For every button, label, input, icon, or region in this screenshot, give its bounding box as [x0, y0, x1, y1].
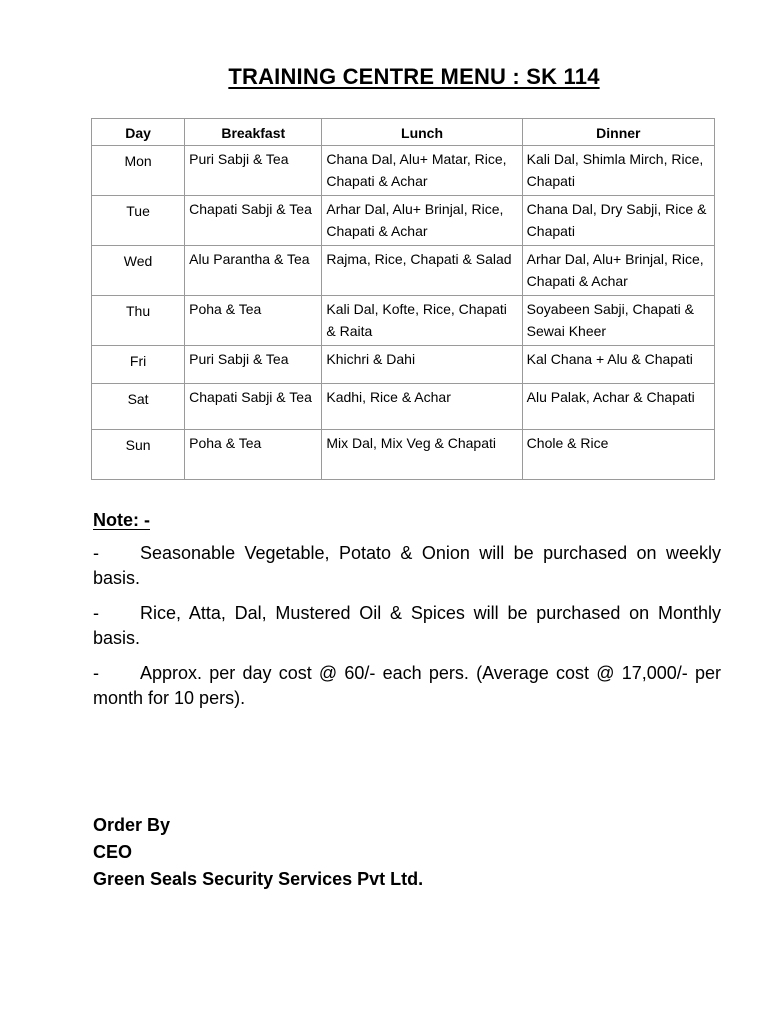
table-row — [92, 296, 715, 346]
note-dash: - — [93, 663, 99, 683]
header-lunch: Lunch — [322, 119, 522, 146]
dinner-cell: Kali Dal, Shimla Mirch, Rice, Chapati — [522, 146, 714, 196]
breakfast-cell: Poha & Tea — [185, 430, 322, 480]
day-cell: Mon — [92, 146, 185, 196]
menu-table — [91, 118, 715, 480]
lunch-cell: Rajma, Rice, Chapati & Salad — [322, 246, 522, 296]
day-cell: Tue — [92, 196, 185, 246]
header-dinner: Dinner — [522, 119, 714, 146]
breakfast-cell: Alu Parantha & Tea — [185, 246, 322, 296]
table-row — [92, 146, 715, 196]
dinner-cell: Chana Dal, Dry Sabji, Rice & Chapati — [522, 196, 714, 246]
day-cell: Fri — [92, 346, 185, 384]
lunch-cell: Kali Dal, Kofte, Rice, Chapati & Raita — [322, 296, 522, 346]
note-dash: - — [93, 543, 99, 563]
note-item — [93, 601, 721, 651]
order-company: Green Seals Security Services Pvt Ltd. — [93, 869, 424, 889]
header-breakfast: Breakfast — [185, 119, 322, 146]
dinner-cell: Alu Palak, Achar & Chapati — [522, 384, 714, 430]
lunch-cell: Arhar Dal, Alu+ Brinjal, Rice, Chapati & Achar — [322, 196, 522, 246]
day-cell: Sat — [92, 384, 185, 430]
dinner-cell: Kal Chana + Alu & Chapati — [522, 346, 714, 384]
dinner-cell: Chole & Rice — [522, 430, 714, 480]
note-text: Approx. per day cost @ 60/- each pers. (Average cost @ 17,000/- per month for 10 pers). — [93, 663, 721, 708]
table-header-row — [92, 119, 715, 146]
order-designation: CEO — [93, 842, 133, 862]
page-title: TRAINING CENTRE MENU : SK 114 — [228, 64, 600, 89]
breakfast-cell: Poha & Tea — [185, 296, 322, 346]
header-day: Day — [92, 119, 185, 146]
lunch-cell: Kadhi, Rice & Achar — [322, 384, 522, 430]
breakfast-cell: Puri Sabji & Tea — [185, 146, 322, 196]
note-item — [93, 541, 721, 591]
table-row — [92, 246, 715, 296]
day-cell: Sun — [92, 430, 185, 480]
lunch-cell: Khichri & Dahi — [322, 346, 522, 384]
table-row — [92, 196, 715, 246]
table-row — [92, 430, 715, 480]
lunch-cell: Mix Dal, Mix Veg & Chapati — [322, 430, 522, 480]
order-by-label: Order By — [93, 815, 171, 835]
note-dash: - — [93, 603, 99, 623]
order-signature — [93, 812, 423, 893]
breakfast-cell: Chapati Sabji & Tea — [185, 384, 322, 430]
breakfast-cell: Chapati Sabji & Tea — [185, 196, 322, 246]
note-item — [93, 661, 721, 711]
breakfast-cell: Puri Sabji & Tea — [185, 346, 322, 384]
dinner-cell: Soyabeen Sabji, Chapati & Sewai Kheer — [522, 296, 714, 346]
table-row — [92, 346, 715, 384]
dinner-cell: Arhar Dal, Alu+ Brinjal, Rice, Chapati & Achar — [522, 246, 714, 296]
note-title: Note: - — [93, 510, 150, 530]
table-row — [92, 384, 715, 430]
day-cell: Thu — [92, 296, 185, 346]
note-section — [93, 510, 721, 721]
note-text: Rice, Atta, Dal, Mustered Oil & Spices will be purchased on Monthly basis. — [93, 603, 721, 648]
day-cell: Wed — [92, 246, 185, 296]
note-text: Seasonable Vegetable, Potato & Onion will be purchased on weekly basis. — [93, 543, 721, 588]
lunch-cell: Chana Dal, Alu+ Matar, Rice, Chapati & Achar — [322, 146, 522, 196]
